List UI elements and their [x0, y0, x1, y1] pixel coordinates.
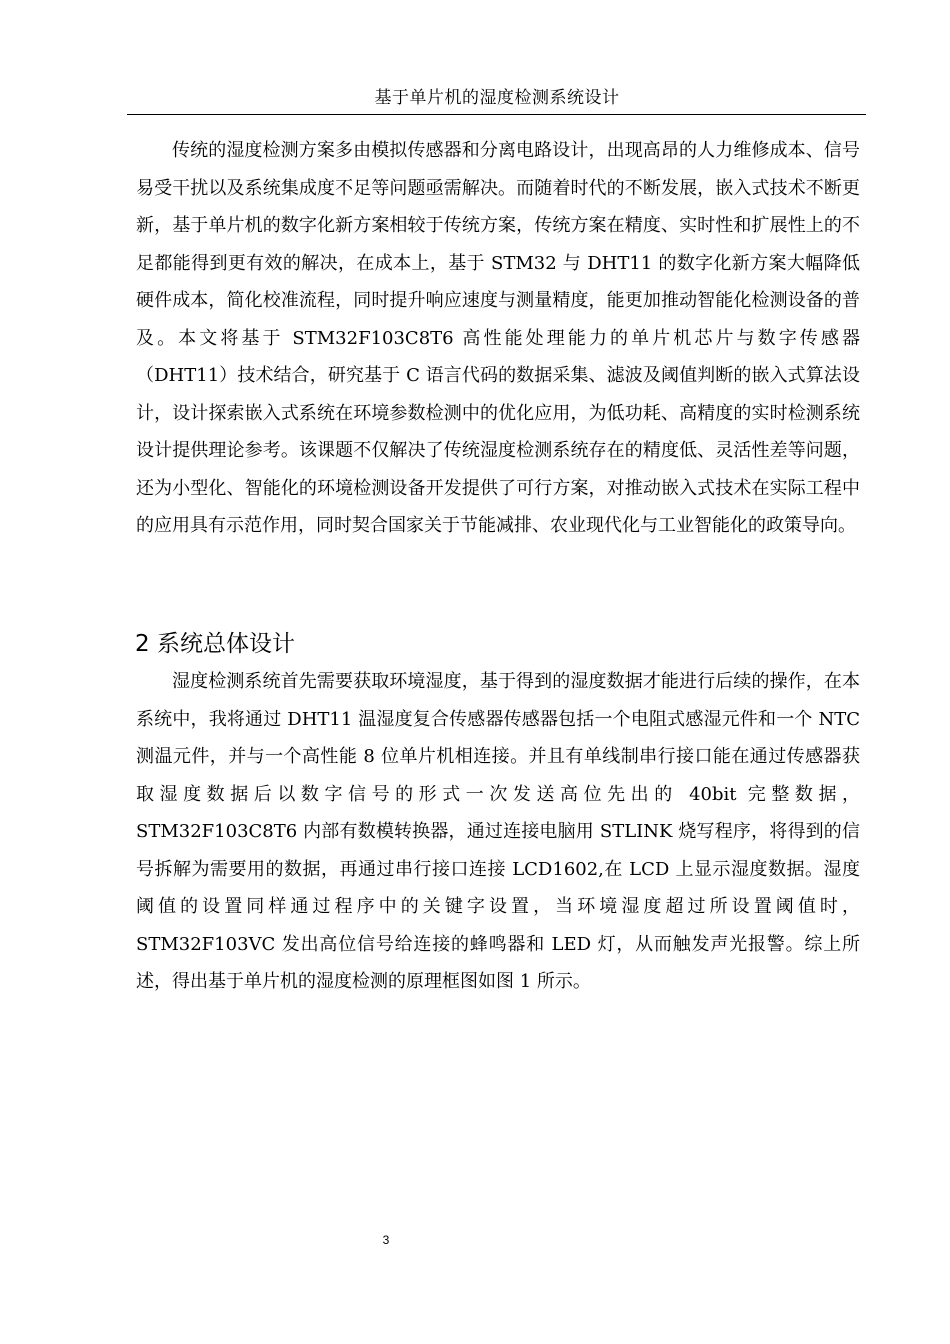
running-header-title: 基于单片机的湿度检测系统设计: [374, 88, 620, 108]
paragraph: 湿度检测系统首先需要获取环境湿度，基于得到的湿度数据才能进行后续的操作，在本系统中，我将通过 DHT11 温湿度复合传感器传感器包括一个电阻式感湿元件和一个 NTC 测温元件，并与一个高性能 8 位单片机相连接。并且有单线制串行接口能在通过传感器获取湿度数据后以数字信号的形式一次发送高位先出的 40bit 完整数据，STM32F103C8T6 内部有数模转换器，通过连接电脑用 STLINK 烧写程序，将得到的信号拆解为需要用的数据，再通过串行接口连接 LCD1602,在 LCD 上显示湿度数据。湿度阈值的设置同样通过程序中的关键字设置，当环境湿度超过所设置阈值时，STM32F103VC 发出高位信号给连接的蜂鸣器和 LED 灯，从而触发声光报警。综上所述，得出基于单片机的湿度检测的原理框图如图 1 所示。: [136, 671, 860, 992]
paragraph: 传统的湿度检测方案多由模拟传感器和分离电路设计，出现高昂的人力维修成本、信号易受干扰以及系统集成度不足等问题亟需解决。而随着时代的不断发展，嵌入式技术不断更新，基于单片机的数字化新方案相较于传统方案，传统方案在精度、实时性和扩展性上的不足都能得到更有效的解决，在成本上，基于 STM32 与 DHT11 的数字化新方案大幅降低硬件成本，简化校准流程，同时提升响应速度与测量精度，能更加推动智能化检测设备的普及。本文将基于 STM32F103C8T6 高性能处理能力的单片机芯片与数字传感器（DHT11）技术结合，研究基于 C 语言代码的数据采集、滤波及阈值判断的嵌入式算法设计，设计探索嵌入式系统在环境参数检测中的优化应用，为低功耗、高精度的实时检测系统设计提供理论参考。该课题不仅解决了传统湿度检测系统存在的精度低、灵活性差等问题，还为小型化、智能化的环境检测设备开发提供了可行方案，对推动嵌入式技术在实际工程中的应用具有示范作用，同时契合国家关于节能减排、农业现代化与工业智能化的政策导向。: [136, 140, 860, 536]
section-heading: 2 系统总体设计: [135, 631, 295, 657]
section-paragraph-block: [136, 663, 860, 1001]
header-divider: [127, 114, 866, 115]
intro-paragraph-block: [136, 132, 860, 545]
page-number: 3: [382, 1233, 390, 1247]
